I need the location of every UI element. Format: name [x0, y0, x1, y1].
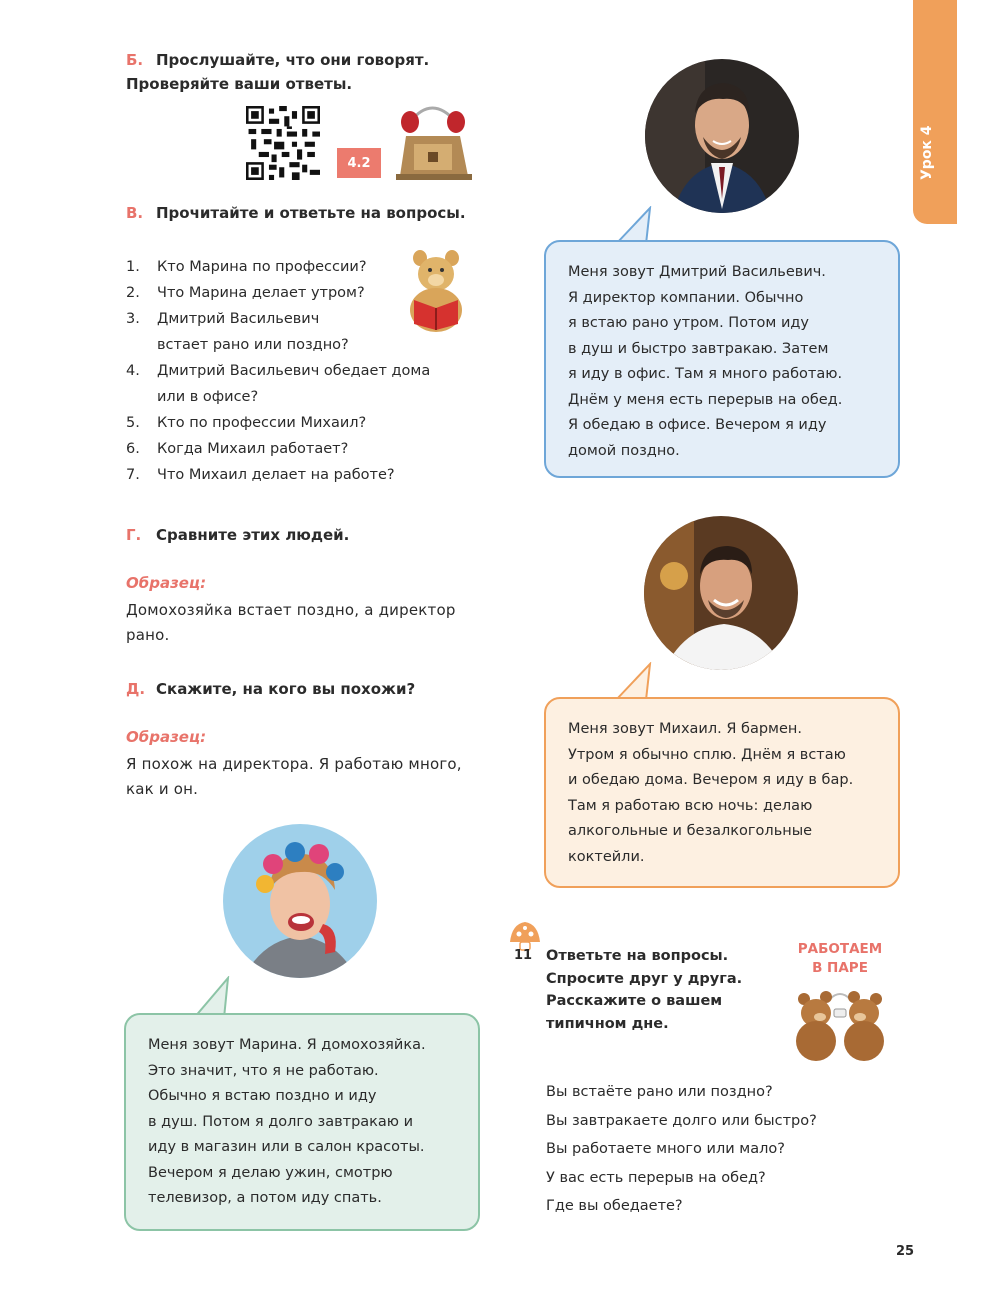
list-item: Вы завтракаете долго или быстро?: [546, 1112, 817, 1129]
task-d-letter: Д.: [126, 680, 146, 698]
task-d: [126, 677, 456, 701]
task-v-letter: В.: [126, 204, 144, 222]
audio-track-badge[interactable]: 4.2: [337, 148, 381, 178]
list-item: 7. Что Михаил делает на работе?: [126, 467, 395, 483]
speech-bubble-barman: Меня зовут Михаил. Я бармен. Утром я обычно сплю. Днём я встаю и обедаю дома. Вечером я иду в бар. Там я работаю всю ночь: делаю алкогольные и безалкогольные коктейли.: [544, 697, 900, 888]
barman-avatar: [644, 516, 798, 670]
task-b-letter: Б.: [126, 51, 144, 69]
task-g-text: Сравните этих людей.: [156, 526, 350, 544]
task-d-sample-text: Я похож на директора. Я работаю много, как и он.: [126, 755, 462, 798]
list-item: 5. Кто по профессии Михаил?: [126, 415, 367, 431]
list-item: Вы работаете много или мало?: [546, 1141, 785, 1157]
exercise-number: 11: [514, 948, 533, 963]
task-b: [126, 48, 466, 96]
list-item: 4. Дмитрий Васильевич обедает дома или в офисе?: [126, 363, 431, 405]
list-item: 1. Кто Марина по профессии?: [126, 259, 367, 275]
list-item: 6. Когда Михаил работает?: [126, 441, 349, 457]
question-list: [126, 254, 431, 488]
list-item: 3. Дмитрий Васильевич встает рано или поздно?: [126, 311, 349, 353]
bubble-tail: [612, 662, 658, 702]
list-item: У вас есть перерыв на обед?: [546, 1169, 766, 1186]
housewife-avatar: [223, 824, 377, 978]
task-g-letter: Г.: [126, 526, 142, 544]
task-g-sample-label: Образец:: [126, 574, 207, 592]
task-g: [126, 523, 456, 547]
page-number: 25: [896, 1244, 915, 1259]
task-b-line2: Проверяйте ваши ответы.: [126, 75, 353, 93]
list-item: Где вы обедаете?: [546, 1198, 683, 1214]
pair-work-label: РАБОТАЕМ В ПАРЕ: [797, 941, 883, 976]
director-avatar: [645, 59, 799, 213]
task-v-text: Прочитайте и ответьте на вопросы.: [156, 204, 466, 222]
lesson-tab-label: Урок 4: [919, 125, 935, 180]
task-d-sample-label: Образец:: [126, 728, 207, 746]
task-g-sample-text: Домохозяйка встает поздно, а директор рано.: [126, 601, 456, 644]
lesson-tab: [913, 0, 957, 224]
task-d-text: Скажите, на кого вы похожи?: [156, 680, 416, 698]
qr-code-icon[interactable]: [246, 106, 320, 180]
bear-reading-illustration: [398, 248, 474, 332]
pair-questions: [546, 1078, 876, 1221]
task-11-instructions: Ответьте на вопросы. Спросите друг у друга. Расскажите о вашем типичном дне.: [546, 948, 743, 1032]
two-bears-illustration: [790, 985, 890, 1061]
task-b-line1: Прослушайте, что они говорят.: [156, 51, 430, 69]
speech-bubble-housewife: Меня зовут Марина. Я домохозяйка. Это значит, что я не работаю. Обычно я встаю поздно и иду в душ. Потом я долго завтракаю и иду в магазин или в салон красоты. Вечером я делаю ужин, смотрю телевизор, а потом иду спать.: [124, 1013, 480, 1231]
task-v: [126, 201, 506, 225]
speech-bubble-director: Меня зовут Дмитрий Васильевич. Я директор компании. Обычно я встаю рано утром. Потом иду в душ и быстро завтракаю. Затем я иду в офис. Там я много работаю. Днём у меня есть перерыв на обед. Я обедаю в офисе. Вечером я иду домой поздно.: [544, 240, 900, 478]
list-item: 2. Что Марина делает утром?: [126, 285, 365, 301]
list-item: Вы встаёте рано или поздно?: [546, 1084, 773, 1100]
radio-illustration: [392, 92, 474, 182]
